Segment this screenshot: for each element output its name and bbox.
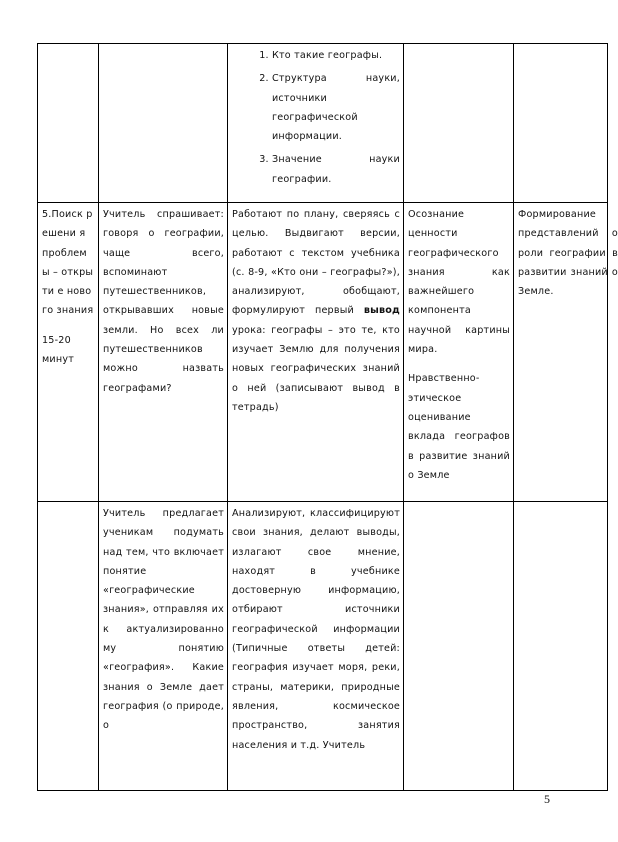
students-activity	[232, 205, 400, 417]
subject-result: Формирование представлений о роли географии в развитии знаний о Земле.	[518, 209, 618, 298]
personal-results-cell	[404, 502, 514, 791]
teacher-activity: Учитель спрашивает: говоря о географии, чаще всего, вспоминают путешественников, открывавших новые земли. Но всех ли путешественников можно назвать географами?	[103, 209, 224, 394]
personal-results-cell	[404, 44, 514, 203]
teacher-activity: Учитель предлагает ученикам подумать над тем, что включает понятие «географические знания», отправляя их к актуализированно му понятию «география». Какие знания о Земле дает география (о природе, о	[103, 508, 224, 732]
stage-name: 5.Поиск решени я проблем ы – открыти е нового знания	[42, 209, 94, 317]
subject-results-cell	[514, 203, 618, 502]
personal-result-1: Осознание ценности географического знания как важнейшего компонента научной картины мира.	[408, 209, 510, 356]
students-text-before: Работают по плану, сверяясь с целью. Выдвигают версии, работают с текстом учебника (с. 8-9, «Кто они – географы?»), анализируют, обобщают, формулируют первый	[232, 209, 400, 317]
subject-results-cell	[514, 502, 608, 791]
personal-results-cell	[404, 203, 514, 502]
teacher-cell	[99, 44, 228, 203]
students-bold-word: вывод	[363, 305, 400, 317]
list-item: 2. Структура науки, источники географической информации.	[272, 69, 400, 146]
table-row	[38, 44, 608, 203]
topics-list	[232, 46, 400, 189]
page-number: 5	[544, 792, 550, 806]
table-row	[38, 203, 608, 502]
teacher-cell	[99, 502, 228, 791]
students-cell	[228, 502, 404, 791]
stage-time: 15-20 минут	[42, 334, 75, 366]
lesson-plan-table	[37, 43, 618, 791]
students-cell	[228, 203, 404, 502]
table-row	[38, 502, 608, 791]
list-item: 1. Кто такие географы.	[272, 46, 400, 65]
subject-results-cell	[514, 44, 608, 203]
stage-cell	[38, 502, 99, 791]
stage-cell	[38, 44, 99, 203]
students-activity: Анализируют, классифицируют свои знания, делают выводы, излагают свое мнение, находят в учебнике достоверную информацию, отбирают источники географической информации (Типичные ответы детей: география изучает моря, реки, страны, материки, природные явления, космическое пространство, занятия населения и т.д. Учитель	[232, 508, 400, 751]
stage-cell	[38, 203, 99, 502]
teacher-cell	[99, 203, 228, 502]
list-item: 3. Значение науки географии.	[272, 150, 400, 189]
personal-result-2: Нравственно-этическое оценивание вклада географов в развитие знаний о Земле	[408, 373, 510, 481]
students-text-after: урока: географы – это те, кто изучает Землю для получения новых географических знаний о ней (записывают вывод в тетрадь)	[232, 324, 400, 413]
students-cell	[228, 44, 404, 203]
